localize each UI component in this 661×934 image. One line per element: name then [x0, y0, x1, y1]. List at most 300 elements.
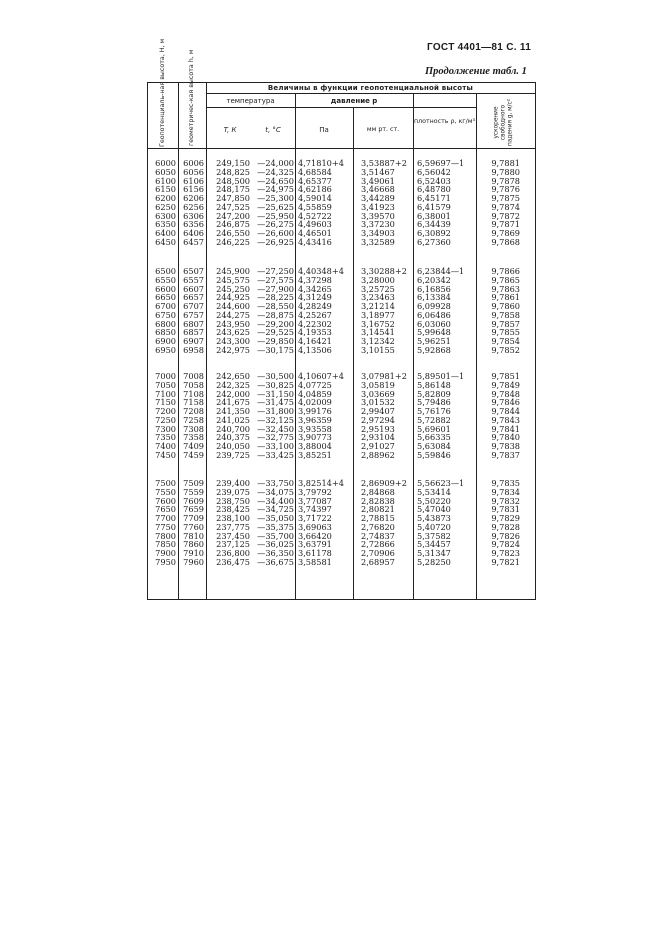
- cell-geometric-height: 7158: [183, 397, 204, 408]
- cell-geopotential-height: 6350: [155, 219, 176, 230]
- cell-density: 5,50220: [417, 495, 451, 506]
- table-continuation-label: Продолжение табл. 1: [425, 66, 527, 77]
- header-group-title: Величины в функции геопотенциальной высоты: [267, 84, 474, 92]
- cell-density: 5,66335: [417, 432, 451, 443]
- cell-temperature-c: —24,975: [257, 184, 294, 195]
- cell-pressure-mmhg: 3,03669: [361, 388, 395, 399]
- cell-temperature-c: —30,175: [257, 344, 294, 355]
- header-pressure: давление p: [330, 97, 378, 105]
- cell-pressure-pa: 4,46501: [298, 228, 332, 238]
- cell-temperature-k: 239,075: [216, 486, 250, 497]
- cell-temperature-c: —28,225: [257, 292, 294, 303]
- cell-geopotential-height: 7250: [155, 414, 176, 425]
- cell-temperature-c: —30,825: [257, 379, 294, 390]
- cell-pressure-mmhg: 3,01532: [361, 397, 395, 408]
- cell-pressure-pa: 3,90773: [298, 432, 332, 443]
- cell-density: 6,45171: [417, 193, 451, 203]
- cell-pressure-pa: 4,16421: [298, 336, 332, 346]
- cell-geopotential-height: 6100: [155, 175, 176, 186]
- cell-gravity: 9,7875: [491, 193, 520, 203]
- cell-pressure-mmhg: 3,05819: [361, 379, 395, 390]
- cell-geometric-height: 7008: [183, 371, 204, 381]
- cell-temperature-c: —31,800: [257, 406, 294, 416]
- cell-temperature-k: 245,250: [216, 283, 250, 294]
- cell-temperature-c: —34,725: [257, 504, 294, 515]
- cell-pressure-mmhg: 2,99407: [361, 406, 395, 416]
- cell-temperature-k: 249,150: [216, 158, 250, 168]
- cell-pressure-mmhg: 3,14541: [361, 327, 395, 338]
- cell-temperature-k: 239,400: [216, 478, 250, 488]
- cell-temperature-c: —26,275: [257, 219, 294, 230]
- cell-temperature-c: —31,150: [257, 388, 294, 399]
- cell-pressure-mmhg: 3,53887+2: [361, 158, 407, 168]
- cell-geopotential-height: 6650: [155, 292, 176, 303]
- cell-geopotential-height: 6150: [155, 184, 176, 195]
- cell-temperature-c: —25,300: [257, 193, 294, 203]
- cell-pressure-mmhg: 2,86909+2: [361, 478, 407, 488]
- cell-density: 6,48780: [417, 184, 451, 195]
- cell-pressure-mmhg: 3,46668: [361, 184, 395, 195]
- cell-gravity: 9,7837: [491, 449, 520, 460]
- cell-gravity: 9,7821: [491, 556, 520, 567]
- cell-pressure-pa: 4,19353: [298, 327, 332, 338]
- cell-density: 6,09928: [417, 301, 451, 311]
- cell-geopotential-height: 7700: [155, 513, 176, 523]
- cell-geopotential-height: 7550: [155, 486, 176, 497]
- cell-temperature-k: 248,825: [216, 166, 250, 177]
- cell-gravity: 9,7828: [491, 521, 520, 532]
- cell-geopotential-height: 6600: [155, 283, 176, 294]
- cell-density: 6,41579: [417, 201, 451, 212]
- cell-temperature-k: 243,950: [216, 318, 250, 329]
- cell-temperature-c: —35,700: [257, 530, 294, 541]
- cell-pressure-mmhg: 2,80821: [361, 504, 395, 515]
- cell-geometric-height: 6006: [183, 158, 204, 168]
- cell-temperature-c: —33,750: [257, 478, 294, 488]
- cell-geopotential-height: 7650: [155, 504, 176, 515]
- cell-pressure-pa: 4,52722: [298, 210, 332, 221]
- cell-pressure-mmhg: 2,88962: [361, 449, 395, 460]
- cell-pressure-mmhg: 3,12342: [361, 336, 395, 346]
- cell-pressure-mmhg: 3,32589: [361, 236, 395, 247]
- cell-temperature-k: 236,475: [216, 556, 250, 567]
- cell-gravity: 9,7835: [491, 478, 520, 488]
- cell-density: 6,03060: [417, 318, 451, 329]
- cell-geopotential-height: 6750: [155, 309, 176, 320]
- cell-geometric-height: 6607: [183, 283, 204, 294]
- cell-geometric-height: 6406: [183, 228, 204, 238]
- cell-gravity: 9,7872: [491, 210, 520, 221]
- cell-gravity: 9,7844: [491, 406, 520, 416]
- cell-pressure-pa: 3,88004: [298, 441, 332, 451]
- cell-temperature-k: 245,900: [216, 266, 250, 276]
- cell-gravity: 9,7878: [491, 175, 520, 186]
- cell-gravity: 9,7849: [491, 379, 520, 390]
- cell-pressure-pa: 4,22302: [298, 318, 332, 329]
- cell-pressure-mmhg: 2,97294: [361, 414, 395, 425]
- cell-geometric-height: 6958: [183, 344, 204, 355]
- cell-pressure-mmhg: 2,72866: [361, 539, 395, 550]
- cell-gravity: 9,7838: [491, 441, 520, 451]
- cell-gravity: 9,7865: [491, 274, 520, 285]
- cell-geopotential-height: 6850: [155, 327, 176, 338]
- cell-gravity: 9,7860: [491, 301, 520, 311]
- cell-temperature-c: —31,475: [257, 397, 294, 408]
- cell-geometric-height: 6657: [183, 292, 204, 303]
- cell-density: 5,92868: [417, 344, 451, 355]
- cell-geometric-height: 7358: [183, 432, 204, 443]
- cell-pressure-pa: 3,85251: [298, 449, 332, 460]
- cell-pressure-pa: 4,65377: [298, 175, 332, 186]
- cell-geometric-height: 7559: [183, 486, 204, 497]
- cell-geopotential-height: 6400: [155, 228, 176, 238]
- cell-geometric-height: 6507: [183, 266, 204, 276]
- cell-gravity: 9,7881: [491, 158, 520, 168]
- cell-temperature-k: 248,175: [216, 184, 250, 195]
- cell-temperature-k: 247,200: [216, 210, 250, 221]
- cell-geometric-height: 6907: [183, 336, 204, 346]
- cell-geopotential-height: 7500: [155, 478, 176, 488]
- cell-pressure-pa: 3,58581: [298, 556, 332, 567]
- cell-temperature-k: 248,500: [216, 175, 250, 186]
- cell-pressure-pa: 3,63791: [298, 539, 332, 550]
- cell-density: 5,28250: [417, 556, 451, 567]
- cell-temperature-c: —35,375: [257, 521, 294, 532]
- cell-geometric-height: 7509: [183, 478, 204, 488]
- header-t-celsius: t, °С: [265, 126, 281, 134]
- cell-pressure-mmhg: 3,51467: [361, 166, 395, 177]
- cell-geometric-height: 7459: [183, 449, 204, 460]
- cell-density: 6,16856: [417, 283, 451, 294]
- cell-gravity: 9,7840: [491, 432, 520, 443]
- cell-geopotential-height: 7950: [155, 556, 176, 567]
- cell-geometric-height: 7960: [183, 556, 204, 567]
- cell-geopotential-height: 6950: [155, 344, 176, 355]
- cell-gravity: 9,7874: [491, 201, 520, 212]
- cell-temperature-c: —25,950: [257, 210, 294, 221]
- cell-density: 5,89501—1: [417, 371, 465, 381]
- cell-pressure-mmhg: 3,39570: [361, 210, 395, 221]
- cell-geometric-height: 7609: [183, 495, 204, 506]
- cell-temperature-k: 241,025: [216, 414, 250, 425]
- cell-temperature-k: 246,875: [216, 219, 250, 230]
- cell-pressure-pa: 4,31249: [298, 292, 332, 303]
- cell-density: 5,76176: [417, 406, 451, 416]
- cell-temperature-c: —32,775: [257, 432, 294, 443]
- cell-geometric-height: 7308: [183, 423, 204, 434]
- cell-density: 5,82809: [417, 388, 451, 399]
- cell-geopotential-height: 6450: [155, 236, 176, 247]
- cell-pressure-pa: 4,62186: [298, 184, 332, 195]
- cell-gravity: 9,7831: [491, 504, 520, 515]
- cell-geometric-height: 7810: [183, 530, 204, 541]
- cell-pressure-pa: 4,34265: [298, 283, 332, 294]
- cell-density: 6,34439: [417, 219, 451, 230]
- cell-temperature-c: —24,650: [257, 175, 294, 186]
- cell-temperature-c: —26,600: [257, 228, 294, 238]
- cell-pressure-mmhg: 2,70906: [361, 548, 395, 558]
- header-temperature: температура: [226, 97, 275, 105]
- cell-geopotential-height: 7200: [155, 406, 176, 416]
- cell-temperature-c: —36,025: [257, 539, 294, 550]
- cell-temperature-k: 242,000: [216, 388, 250, 399]
- cell-temperature-c: —35,050: [257, 513, 294, 523]
- cell-geopotential-height: 6900: [155, 336, 176, 346]
- cell-geopotential-height: 6200: [155, 193, 176, 203]
- cell-temperature-c: —24,000: [257, 158, 294, 168]
- cell-temperature-c: —29,525: [257, 327, 294, 338]
- cell-gravity: 9,7824: [491, 539, 520, 550]
- cell-geometric-height: 6757: [183, 309, 204, 320]
- cell-temperature-c: —27,575: [257, 274, 294, 285]
- cell-geopotential-height: 6800: [155, 318, 176, 329]
- cell-gravity: 9,7834: [491, 486, 520, 497]
- cell-pressure-pa: 3,96359: [298, 414, 332, 425]
- cell-gravity: 9,7855: [491, 327, 520, 338]
- cell-temperature-c: —27,250: [257, 266, 294, 276]
- cell-pressure-mmhg: 3,21214: [361, 301, 395, 311]
- header-geopotential-height: Геопотенциаль-ная высота, H, м: [159, 38, 166, 147]
- cell-pressure-pa: 4,07725: [298, 379, 332, 390]
- cell-temperature-c: —29,850: [257, 336, 294, 346]
- cell-pressure-pa: 4,25267: [298, 309, 332, 320]
- cell-geometric-height: 6306: [183, 210, 204, 221]
- cell-pressure-mmhg: 3,41923: [361, 201, 395, 212]
- cell-density: 5,63084: [417, 441, 451, 451]
- cell-geometric-height: 6156: [183, 184, 204, 195]
- cell-pressure-pa: 4,02009: [298, 397, 332, 408]
- cell-gravity: 9,7863: [491, 283, 520, 294]
- cell-density: 6,27360: [417, 236, 451, 247]
- header-gravity: ускорение свободного падения g, м/с²: [493, 99, 514, 147]
- cell-density: 6,56042: [417, 166, 451, 177]
- cell-gravity: 9,7861: [491, 292, 520, 303]
- cell-pressure-pa: 4,28249: [298, 301, 332, 311]
- cell-density: 5,56623—1: [417, 478, 465, 488]
- cell-pressure-pa: 4,68584: [298, 166, 332, 177]
- cell-density: 5,72882: [417, 414, 451, 425]
- cell-pressure-mmhg: 3,49061: [361, 175, 395, 186]
- cell-pressure-pa: 3,82514+4: [298, 478, 344, 488]
- cell-density: 5,43873: [417, 513, 451, 523]
- cell-density: 6,23844—1: [417, 266, 465, 276]
- cell-pressure-pa: 4,13506: [298, 344, 332, 355]
- cell-geopotential-height: 7350: [155, 432, 176, 443]
- cell-density: 6,06486: [417, 309, 451, 320]
- cell-gravity: 9,7851: [491, 371, 520, 381]
- header-density: плотность ρ, кг/м³: [414, 118, 475, 125]
- cell-pressure-pa: 4,10607+4: [298, 371, 344, 381]
- cell-gravity: 9,7854: [491, 336, 520, 346]
- cell-pressure-mmhg: 3,16752: [361, 318, 395, 329]
- cell-temperature-k: 238,750: [216, 495, 250, 506]
- cell-temperature-k: 240,050: [216, 441, 250, 451]
- cell-pressure-pa: 3,93558: [298, 423, 332, 434]
- cell-temperature-c: —33,425: [257, 449, 294, 460]
- cell-pressure-mmhg: 3,25725: [361, 283, 395, 294]
- cell-temperature-c: —28,550: [257, 301, 294, 311]
- cell-density: 6,20342: [417, 274, 451, 285]
- cell-pressure-mmhg: 3,23463: [361, 292, 395, 303]
- cell-temperature-k: 242,650: [216, 371, 250, 381]
- cell-temperature-k: 244,925: [216, 292, 250, 303]
- cell-geopotential-height: 6000: [155, 158, 176, 168]
- cell-gravity: 9,7880: [491, 166, 520, 177]
- cell-pressure-mmhg: 3,18977: [361, 309, 395, 320]
- cell-gravity: 9,7829: [491, 513, 520, 523]
- cell-pressure-pa: 4,43416: [298, 236, 332, 247]
- cell-pressure-mmhg: 3,07981+2: [361, 371, 407, 381]
- cell-temperature-k: 247,850: [216, 193, 250, 203]
- cell-pressure-mmhg: 2,74837: [361, 530, 395, 541]
- cell-geometric-height: 7208: [183, 406, 204, 416]
- cell-geopotential-height: 6500: [155, 266, 176, 276]
- cell-geopotential-height: 7100: [155, 388, 176, 399]
- cell-pressure-pa: 3,61178: [298, 548, 332, 558]
- cell-geometric-height: 6557: [183, 274, 204, 285]
- cell-temperature-k: 246,550: [216, 228, 250, 238]
- cell-density: 6,52403: [417, 175, 451, 186]
- cell-temperature-c: —24,325: [257, 166, 294, 177]
- cell-geometric-height: 6206: [183, 193, 204, 203]
- cell-pressure-mmhg: 3,30288+2: [361, 266, 407, 276]
- cell-geometric-height: 6256: [183, 201, 204, 212]
- cell-geopotential-height: 7450: [155, 449, 176, 460]
- cell-geopotential-height: 6250: [155, 201, 176, 212]
- cell-gravity: 9,7841: [491, 423, 520, 434]
- cell-pressure-mmhg: 3,34903: [361, 228, 395, 238]
- cell-pressure-mmhg: 2,82838: [361, 495, 395, 506]
- cell-geometric-height: 6857: [183, 327, 204, 338]
- cell-pressure-pa: 3,79792: [298, 486, 332, 497]
- cell-geometric-height: 7659: [183, 504, 204, 515]
- cell-pressure-pa: 4,37298: [298, 274, 332, 285]
- cell-pressure-mmhg: 3,44289: [361, 193, 395, 203]
- cell-pressure-mmhg: 3,10155: [361, 344, 395, 355]
- cell-density: 6,59697—1: [417, 158, 465, 168]
- cell-geometric-height: 6356: [183, 219, 204, 230]
- header-geometric-height: геометричес-кая высота h, м: [188, 49, 195, 146]
- cell-geometric-height: 7760: [183, 521, 204, 532]
- cell-pressure-pa: 3,71722: [298, 513, 332, 523]
- cell-pressure-mmhg: 2,84868: [361, 486, 395, 497]
- cell-gravity: 9,7876: [491, 184, 520, 195]
- cell-pressure-mmhg: 2,95193: [361, 423, 395, 434]
- cell-geometric-height: 7409: [183, 441, 204, 451]
- cell-density: 5,53414: [417, 486, 451, 497]
- cell-pressure-pa: 4,71810+4: [298, 158, 344, 168]
- cell-temperature-c: —34,075: [257, 486, 294, 497]
- cell-gravity: 9,7866: [491, 266, 520, 276]
- cell-density: 6,13384: [417, 292, 451, 303]
- cell-geometric-height: 7108: [183, 388, 204, 399]
- cell-geometric-height: 7058: [183, 379, 204, 390]
- cell-temperature-c: —33,100: [257, 441, 294, 451]
- cell-gravity: 9,7852: [491, 344, 520, 355]
- cell-geopotential-height: 7800: [155, 530, 176, 541]
- cell-density: 5,96251: [417, 336, 451, 346]
- cell-temperature-c: —34,400: [257, 495, 294, 506]
- cell-pressure-mmhg: 2,68957: [361, 556, 395, 567]
- cell-temperature-k: 240,375: [216, 432, 250, 443]
- cell-gravity: 9,7848: [491, 388, 520, 399]
- cell-geometric-height: 6807: [183, 318, 204, 329]
- cell-temperature-k: 244,275: [216, 309, 250, 320]
- cell-geometric-height: 6106: [183, 175, 204, 186]
- cell-geopotential-height: 7900: [155, 548, 176, 558]
- cell-pressure-pa: 4,55859: [298, 201, 332, 212]
- cell-gravity: 9,7858: [491, 309, 520, 320]
- cell-temperature-k: 238,425: [216, 504, 250, 515]
- cell-temperature-k: 237,775: [216, 521, 250, 532]
- cell-temperature-c: —28,875: [257, 309, 294, 320]
- cell-geopotential-height: 6550: [155, 274, 176, 285]
- cell-temperature-k: 239,725: [216, 449, 250, 460]
- cell-pressure-pa: 3,69063: [298, 521, 332, 532]
- cell-pressure-mmhg: 2,76820: [361, 521, 395, 532]
- cell-pressure-pa: 3,99176: [298, 406, 332, 416]
- cell-temperature-k: 247,525: [216, 201, 250, 212]
- cell-geopotential-height: 7850: [155, 539, 176, 550]
- cell-density: 6,38001: [417, 210, 451, 221]
- cell-temperature-k: 241,675: [216, 397, 250, 408]
- cell-temperature-k: 243,300: [216, 336, 250, 346]
- cell-pressure-pa: 4,40348+4: [298, 266, 344, 276]
- cell-geometric-height: 7709: [183, 513, 204, 523]
- cell-geometric-height: 7910: [183, 548, 204, 558]
- cell-pressure-pa: 3,77087: [298, 495, 332, 506]
- cell-pressure-pa: 4,49603: [298, 219, 332, 230]
- cell-temperature-k: 237,125: [216, 539, 250, 550]
- cell-geopotential-height: 7150: [155, 397, 176, 408]
- cell-temperature-c: —25,625: [257, 201, 294, 212]
- page-header: ГОСТ 4401—81 С. 11: [427, 42, 532, 53]
- cell-temperature-c: —32,125: [257, 414, 294, 425]
- cell-gravity: 9,7832: [491, 495, 520, 506]
- cell-pressure-pa: 4,04859: [298, 388, 332, 399]
- cell-gravity: 9,7857: [491, 318, 520, 329]
- cell-density: 6,30892: [417, 228, 451, 238]
- cell-temperature-c: —27,900: [257, 283, 294, 294]
- cell-temperature-k: 242,975: [216, 344, 250, 355]
- cell-density: 5,69601: [417, 423, 451, 434]
- cell-geopotential-height: 7300: [155, 423, 176, 434]
- cell-geometric-height: 6707: [183, 301, 204, 311]
- cell-gravity: 9,7843: [491, 414, 520, 425]
- cell-pressure-pa: 3,74397: [298, 504, 332, 515]
- cell-temperature-c: —29,200: [257, 318, 294, 329]
- cell-temperature-k: 243,625: [216, 327, 250, 338]
- cell-temperature-c: —30,500: [257, 371, 294, 381]
- cell-temperature-k: 237,450: [216, 530, 250, 541]
- cell-density: 5,99648: [417, 327, 451, 338]
- cell-temperature-c: —26,925: [257, 236, 294, 247]
- cell-density: 5,40720: [417, 521, 451, 532]
- cell-gravity: 9,7869: [491, 228, 520, 238]
- cell-geopotential-height: 7600: [155, 495, 176, 506]
- cell-temperature-k: 242,325: [216, 379, 250, 390]
- cell-gravity: 9,7871: [491, 219, 520, 230]
- cell-density: 5,86148: [417, 379, 451, 390]
- cell-pressure-mmhg: 3,28000: [361, 274, 395, 285]
- cell-gravity: 9,7868: [491, 236, 520, 247]
- cell-pressure-mmhg: 2,91027: [361, 441, 395, 451]
- cell-temperature-c: —36,350: [257, 548, 294, 558]
- cell-temperature-k: 238,100: [216, 513, 250, 523]
- cell-density: 5,31347: [417, 548, 451, 558]
- cell-gravity: 9,7826: [491, 530, 520, 541]
- cell-geopotential-height: 6300: [155, 210, 176, 221]
